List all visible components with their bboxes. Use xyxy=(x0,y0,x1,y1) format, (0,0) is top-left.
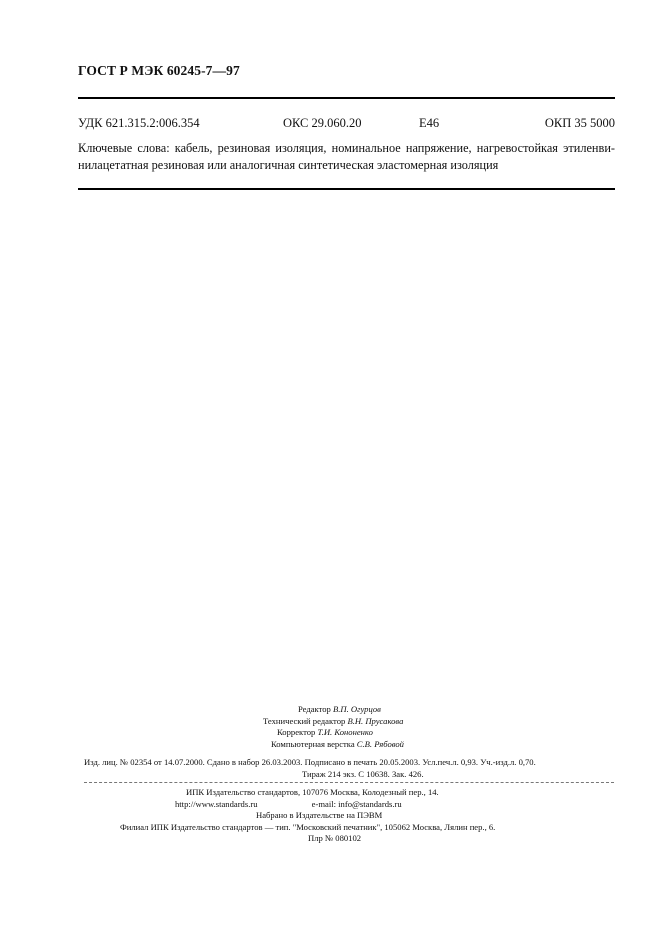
credit-layout xyxy=(240,739,460,751)
credit-name: С.В. Рябовой xyxy=(356,738,404,749)
keywords-block xyxy=(78,140,615,174)
printer-address: Филиал ИПК Издательство стандартов — тип. "Московский печатник", 105062 Москва, Лялин пер., 6. xyxy=(120,821,496,832)
document-title: ГОСТ Р МЭК 60245-7—97 xyxy=(78,63,240,78)
credit-editor xyxy=(240,704,460,716)
publisher-block xyxy=(110,787,600,845)
top-rule xyxy=(78,97,615,99)
credit-role: Редактор xyxy=(298,704,331,714)
credit-role: Технический редактор xyxy=(263,715,346,726)
credit-name: В.Н. Прусакова xyxy=(347,715,404,726)
publisher-contacts xyxy=(110,799,600,811)
imprint-line: Тираж 214 экз. С 10638. Зак. 426. xyxy=(302,768,424,779)
okp-code: ОКП 35 5000 xyxy=(544,116,615,130)
bottom-rule xyxy=(78,188,615,190)
publisher-website: http://www.standards.ru xyxy=(175,798,258,809)
credit-proofreader xyxy=(240,727,460,739)
imprint-line: Изд. лиц. № 02354 от 14.07.2000. Сдано в набор 26.03.2003. Подписано в печать 20.05.2003. Усл.печ.л. 0,93. Уч.-изд.л. 0,70. xyxy=(84,757,536,767)
oks-code: ОКС 29.060.20 xyxy=(283,116,362,130)
keywords-line: нилацетатная резиновая или аналогичная синтетическая эластомерная изоляция xyxy=(78,158,499,172)
credit-name: В.П. Огурцов xyxy=(333,704,381,714)
imprint-block xyxy=(84,757,614,780)
dashed-divider xyxy=(84,782,614,783)
keywords-line: Ключевые слова: кабель, резиновая изоляция, номинальное напряжение, нагревостойкая этиленви- xyxy=(78,141,615,155)
license-number: Плр № 080102 xyxy=(308,833,362,843)
credit-name: Т.И. Кононенко xyxy=(317,727,373,737)
publisher-email: e-mail: info@standards.ru xyxy=(311,798,402,809)
publisher-address: ИПК Издательство стандартов, 107076 Москва, Колодезный пер., 14. xyxy=(186,787,439,797)
credits-block xyxy=(240,704,460,750)
credit-role: Корректор xyxy=(277,727,316,737)
credit-role: Компьютерная верстка xyxy=(271,738,355,749)
credit-tech-editor xyxy=(240,716,460,728)
group-code: Е46 xyxy=(419,116,440,130)
udk-code: УДК 621.315.2:006.354 xyxy=(78,116,200,130)
typeset-note: Набрано в Издательстве на ПЭВМ xyxy=(256,810,383,820)
